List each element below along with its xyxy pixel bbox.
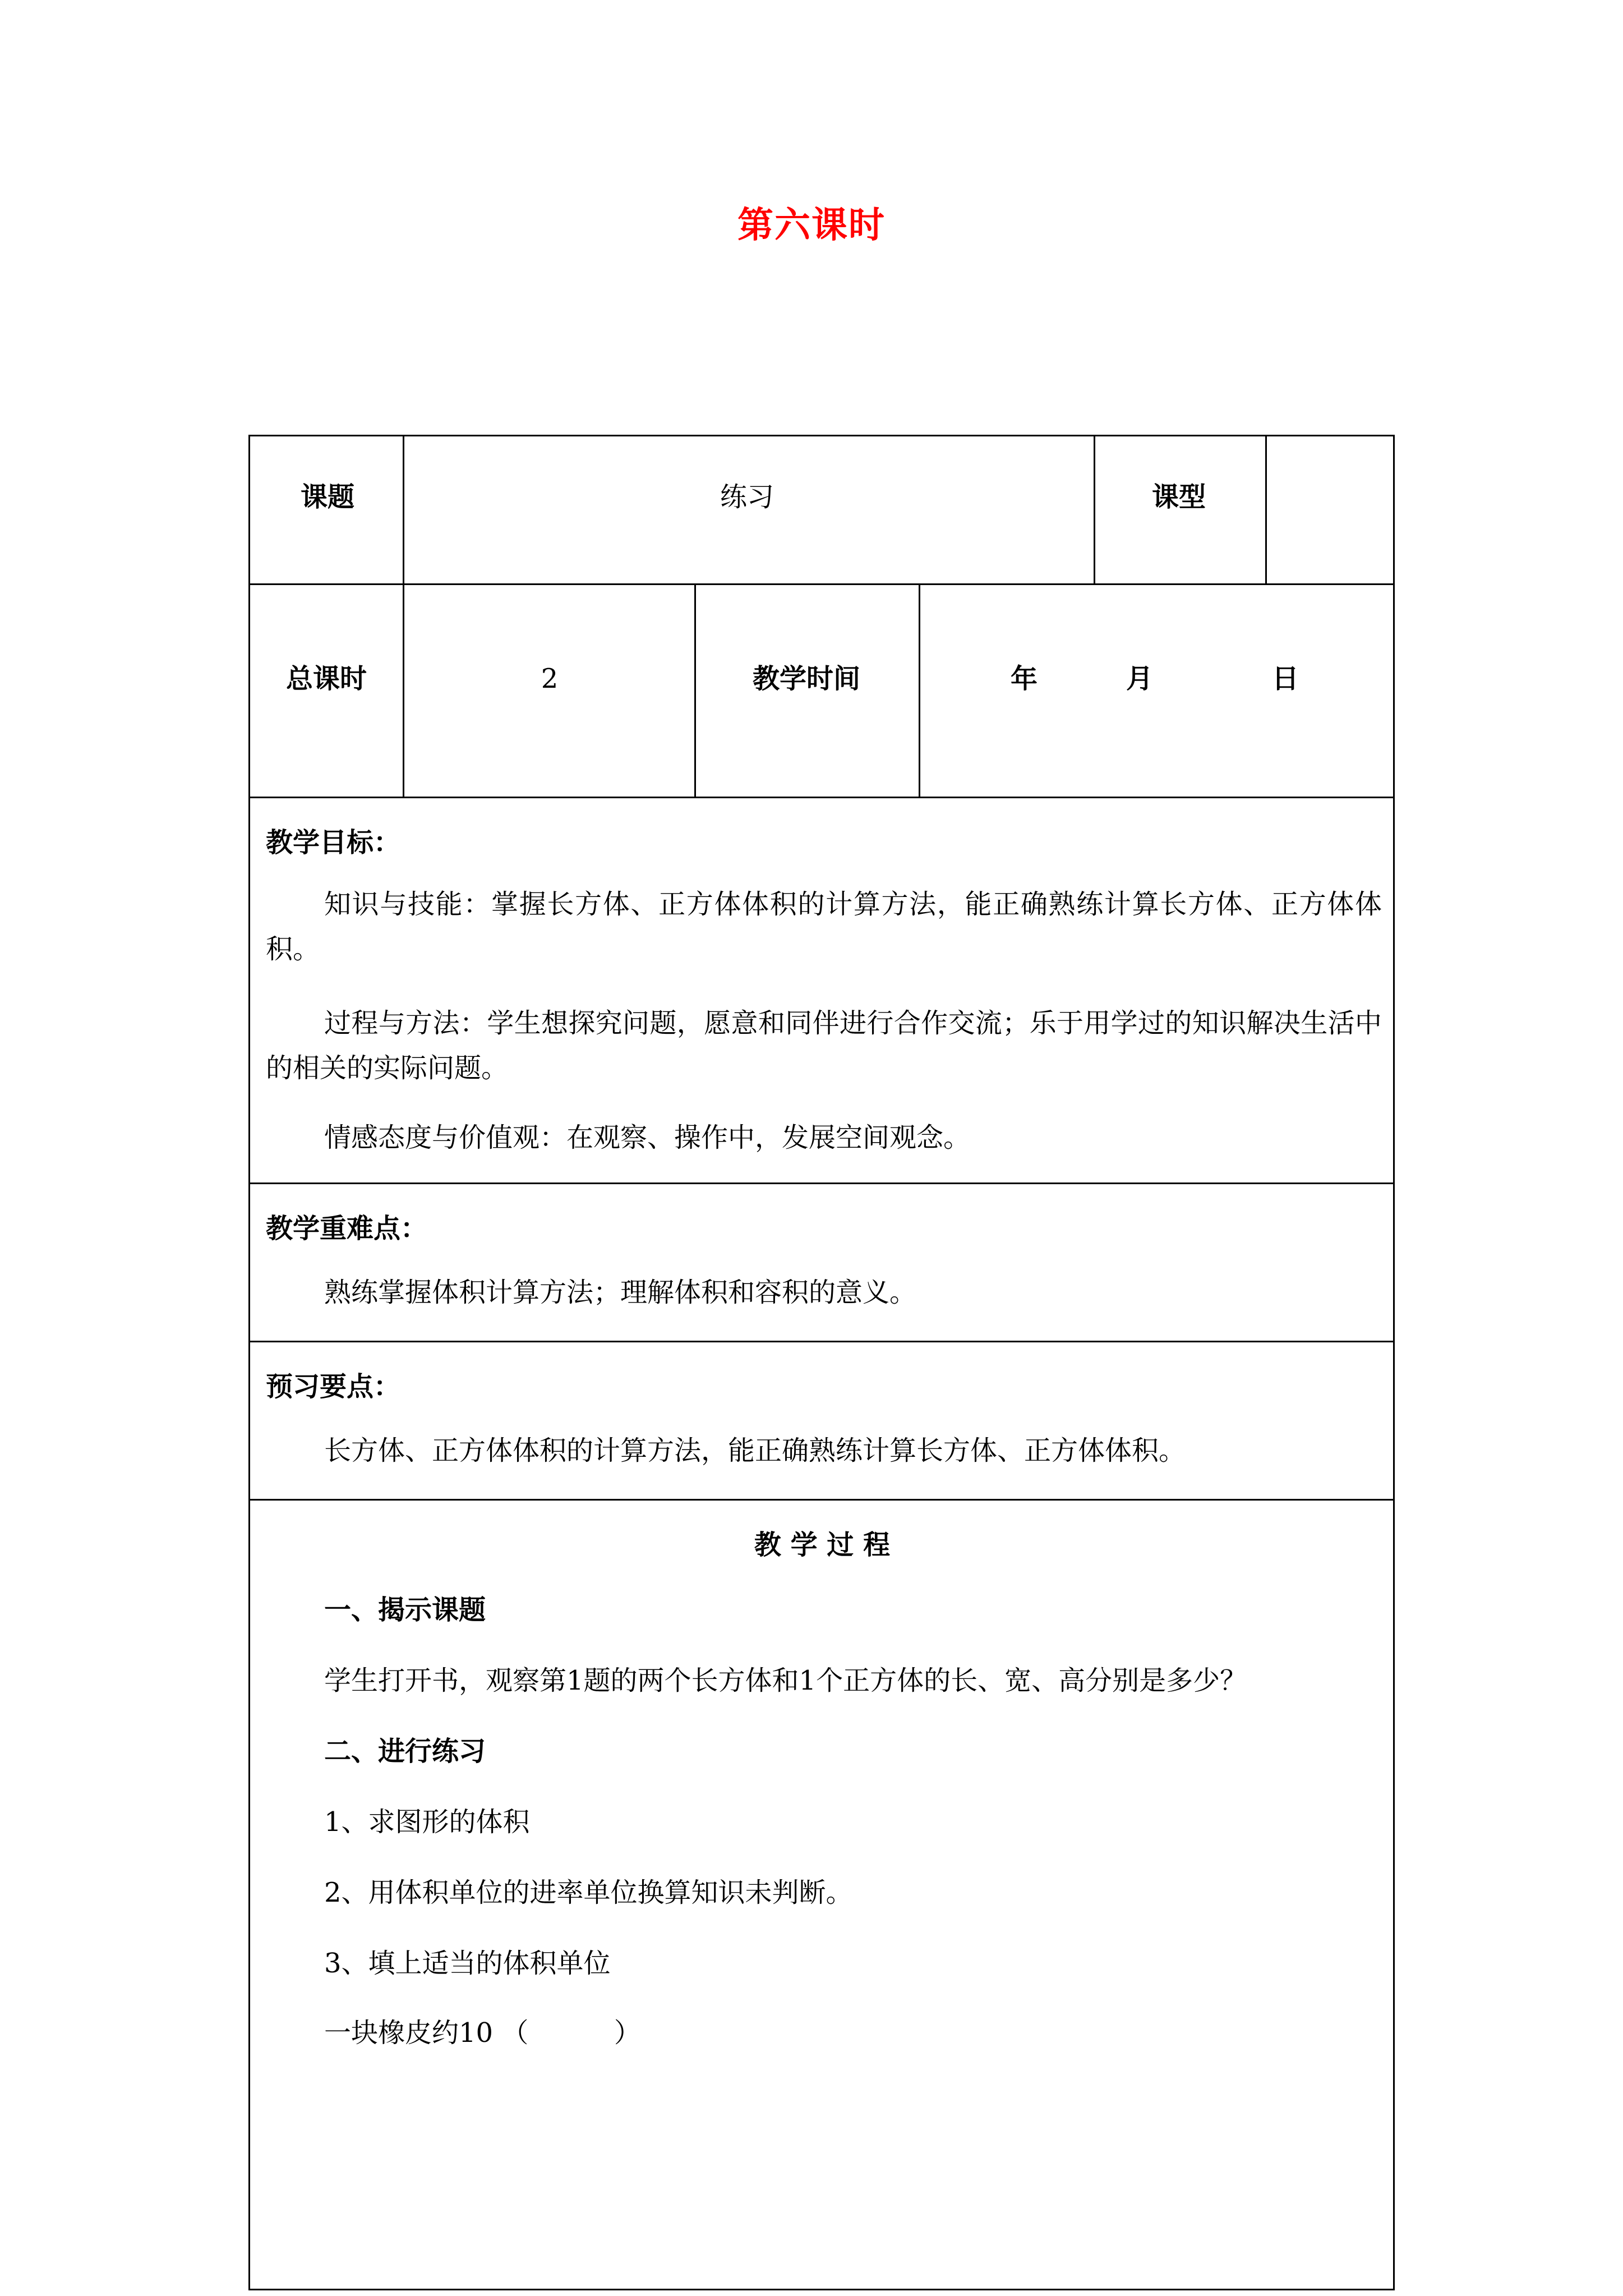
teaching-time-label: 教学时间: [752, 663, 861, 694]
objectives-knowledge: 知识与技能：掌握长方体、正方体体积的计算方法，能正确熟练计算长方体、正方体体积。: [266, 889, 1382, 965]
exercise-item-3: 3、填上适当的体积单位: [324, 1948, 611, 1979]
col-divider-r1-c: [1265, 435, 1267, 584]
preview-heading: 预习要点：: [266, 1371, 401, 1402]
col-divider-r2-a: [694, 583, 696, 797]
total-hours-value: 2: [541, 663, 559, 694]
total-hours-label: 总课时: [285, 663, 367, 694]
row-divider-3: [248, 1182, 1395, 1184]
col-divider-r2-b: [919, 583, 920, 797]
exercise-example: 一块橡皮约10 （ ）: [324, 2017, 641, 2049]
preview-text: 长方体、正方体体积的计算方法，能正确熟练计算长方体、正方体体积。: [324, 1435, 1186, 1466]
page-title: 第六课时: [737, 205, 886, 246]
row-divider-2: [248, 797, 1395, 798]
row-divider-4: [248, 1341, 1395, 1342]
date-month: 月: [1126, 663, 1154, 694]
section1-text: 学生打开书，观察第1题的两个长方体和1个正方体的长、宽、高分别是多少？: [324, 1665, 1247, 1696]
row-divider-1: [248, 583, 1395, 585]
date-day: 日: [1271, 663, 1299, 694]
type-label: 课型: [1151, 481, 1206, 513]
section2-title: 二、进行练习: [324, 1736, 486, 1767]
key-points-heading: 教学重难点：: [266, 1213, 428, 1244]
objectives-heading: 教学目标：: [266, 827, 401, 858]
objectives-emotion: 情感态度与价值观：在观察、操作中，发展空间观念。: [324, 1122, 971, 1153]
lesson-table: [248, 435, 1395, 2290]
row-divider-5: [248, 1499, 1395, 1501]
exercise-item-1: 1、求图形的体积: [324, 1806, 530, 1838]
topic-label: 课题: [300, 481, 355, 513]
key-points-text: 熟练掌握体积计算方法；理解体积和容积的意义。: [324, 1277, 917, 1308]
objectives-process: 过程与方法：学生想探究问题，愿意和同伴进行合作交流；乐于用学过的知识解决生活中的相关的实际问题。: [266, 1007, 1382, 1084]
col-divider-r1-a: [403, 435, 404, 797]
section1-title: 一、揭示课题: [324, 1594, 486, 1626]
exercise-item-2: 2、用体积单位的进率单位换算知识未判断。: [324, 1877, 853, 1908]
col-divider-r1-b: [1094, 435, 1095, 584]
topic-value: 练习: [720, 481, 774, 513]
process-heading: 教 学 过 程: [754, 1529, 891, 1561]
date-year: 年: [1010, 663, 1038, 694]
